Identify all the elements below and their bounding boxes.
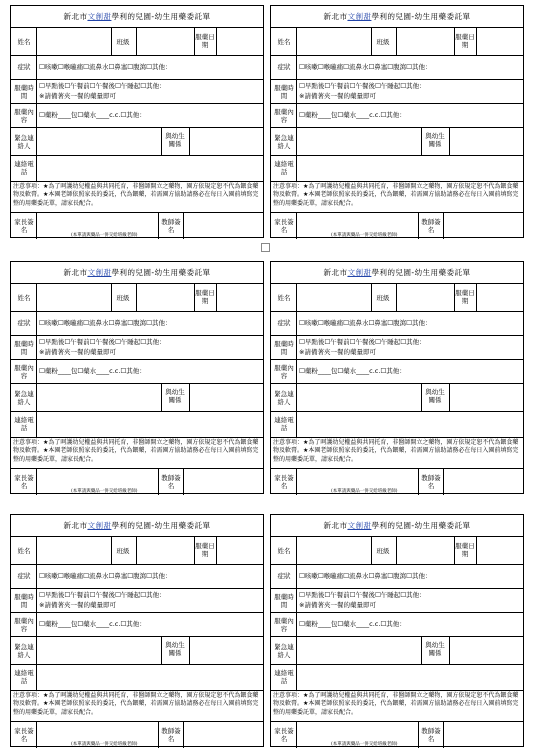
title-highlight: 文創甜 [87,521,112,530]
row-divider [271,55,523,56]
class-label: 班級 [116,547,130,555]
col-line [476,28,477,56]
parent-signature-label: 家長簽名 [274,474,294,490]
row-divider [11,55,263,56]
row-divider [11,664,263,665]
contact-label: 緊急連絡人 [14,390,34,406]
row-divider [11,311,263,312]
title-suffix: 學利的兒園-幼生用藥委託單 [111,268,211,277]
phone-label: 連絡電話 [14,416,34,432]
class-label: 班級 [116,294,130,302]
time-label: 服藥時間 [14,593,34,609]
name-label: 姓名 [277,294,291,302]
label-column-line [36,722,37,748]
row-divider [11,588,263,589]
relation-label: 與幼生關係 [425,132,445,148]
col-line [183,722,184,748]
content-label: 服藥內容 [14,364,34,380]
date-label: 服藥日期 [455,542,475,558]
col-line [396,28,397,56]
title-suffix: 學利的兒園-幼生用藥委託單 [371,521,471,530]
row-divider [11,564,263,565]
time-note: ※請備著夾一餐的藥量即可 [299,601,376,609]
row-divider [271,564,523,565]
time-note: ※請備著夾一餐的藥量即可 [39,348,116,356]
col-line [216,537,217,565]
row-divider [271,155,523,156]
notes-text: 注意事項：★為了呵護幼兒權益與共同托育，非醫師開立之藥物，園方依規定恕不代為餵食藥物及軟膏。★本園老師依照家長的委託，代為餵藥，若需園方協助請務必在每日入園前填寫完整的用藥委託單，請家長配合。 [13,692,259,716]
row-divider [271,588,523,589]
symptom-options: ☐咳嗽☐喉嚨痛☐流鼻水☐鼻塞☐腹瀉☐其他： [39,572,172,580]
date-label: 服藥日期 [195,289,215,305]
row-divider [271,311,523,312]
phone-label: 連絡電話 [274,669,294,685]
title-prefix: 新北市 [323,12,348,21]
row-divider [271,411,523,412]
col-line [158,722,159,748]
relation-label: 與幼生關係 [425,388,445,404]
contact-label: 緊急連絡人 [274,134,294,150]
row-divider [11,212,263,213]
row-divider [271,636,523,637]
col-line [158,469,159,495]
row-divider [271,468,523,469]
row-divider [11,335,263,336]
title-prefix: 新北市 [63,268,88,277]
date-label: 服藥日期 [455,33,475,49]
name-label: 姓名 [17,547,31,555]
row-divider [271,335,523,336]
row-divider [11,127,263,128]
form-title [271,6,523,28]
footnote: (本單請與藥品一併交給班級老師) [71,489,138,494]
title-suffix: 學利的兒園-幼生用藥委託單 [371,268,471,277]
col-line [161,128,162,156]
content-label: 服藥內容 [274,364,294,380]
date-label: 服藥日期 [455,289,475,305]
teacher-signature-label: 教師簽名 [161,727,181,743]
content-label: 服藥內容 [274,617,294,633]
medication-form [270,5,524,238]
row-divider [271,383,523,384]
row-divider [11,27,263,28]
row-divider [11,411,263,412]
parent-signature-label: 家長簽名 [14,218,34,234]
form-title [11,6,263,28]
col-line [449,128,450,156]
col-line [418,213,419,239]
content-options: ☐藥粉____包☐藥水____c.c.☐其他： [39,111,146,119]
col-line [418,469,419,495]
teacher-signature-label: 教師簽名 [421,474,441,490]
row-divider [11,612,263,613]
title-suffix: 學利的兒園-幼生用藥委託單 [371,12,471,21]
form-title [11,515,263,537]
title-suffix: 學利的兒園-幼生用藥委託單 [111,521,211,530]
footnote: (本單請與藥品一併交給班級老師) [71,233,138,238]
title-highlight: 文創甜 [87,12,112,21]
teacher-signature-label: 教師簽名 [421,218,441,234]
relation-label: 與幼生關係 [425,641,445,657]
col-line [476,284,477,312]
title-highlight: 文創甜 [347,268,372,277]
time-options: ☐早點後☐午餐前☐午餐後☐午睡起☐其他： [39,591,166,599]
symptom-label: 症狀 [277,572,291,580]
col-line [418,722,419,748]
title-prefix: 新北市 [323,268,348,277]
form-title [11,262,263,284]
content-label: 服藥內容 [14,617,34,633]
contact-label: 緊急連絡人 [274,390,294,406]
medication-form [270,261,524,494]
row-divider [271,127,523,128]
time-label: 服藥時間 [14,84,34,100]
time-options: ☐早點後☐午餐前☐午餐後☐午睡起☐其他： [299,591,426,599]
notes-text: 注意事項：★為了呵護幼兒權益與共同托育，非醫師開立之藥物，園方依規定恕不代為餵食藥物及軟膏。★本園老師依照家長的委託，代為餵藥，若需園方協助請務必在每日入園前填寫完整的用藥委託單，請家長配合。 [273,439,519,463]
row-divider [271,27,523,28]
row-divider [271,721,523,722]
symptom-label: 症狀 [17,319,31,327]
col-line [421,384,422,412]
teacher-signature-label: 教師簽名 [421,727,441,743]
label-column-line [296,469,297,495]
col-line [189,128,190,156]
col-line [396,284,397,312]
symptom-options: ☐咳嗽☐喉嚨痛☐流鼻水☐鼻塞☐腹瀉☐其他： [299,63,432,71]
medication-form [10,514,264,747]
content-options: ☐藥粉____包☐藥水____c.c.☐其他： [299,620,406,628]
phone-label: 連絡電話 [274,160,294,176]
label-column-line [36,469,37,495]
parent-signature-label: 家長簽名 [14,474,34,490]
contact-label: 緊急連絡人 [274,643,294,659]
title-suffix: 學利的兒園-幼生用藥委託單 [111,12,211,21]
footnote: (本單請與藥品一併交給班級老師) [331,489,398,494]
symptom-label: 症狀 [17,572,31,580]
form-title [271,262,523,284]
class-label: 班級 [116,38,130,46]
teacher-signature-label: 教師簽名 [161,474,181,490]
col-line [443,722,444,748]
symptom-options: ☐咳嗽☐喉嚨痛☐流鼻水☐鼻塞☐腹瀉☐其他： [39,319,172,327]
phone-label: 連絡電話 [14,669,34,685]
row-divider [271,536,523,537]
time-note: ※請備著夾一餐的藥量即可 [299,92,376,100]
time-note: ※請備著夾一餐的藥量即可 [39,601,116,609]
content-options: ☐藥粉____包☐藥水____c.c.☐其他： [39,620,146,628]
relation-label: 與幼生關係 [165,388,185,404]
row-divider [271,664,523,665]
footnote: (本單請與藥品一併交給班級老師) [331,233,398,238]
content-options: ☐藥粉____包☐藥水____c.c.☐其他： [299,367,406,375]
relation-label: 與幼生關係 [165,132,185,148]
time-options: ☐早點後☐午餐前☐午餐後☐午睡起☐其他： [39,338,166,346]
col-line [189,384,190,412]
col-line [443,469,444,495]
row-divider [271,283,523,284]
col-line [158,213,159,239]
time-options: ☐早點後☐午餐前☐午餐後☐午睡起☐其他： [299,82,426,90]
contact-label: 緊急連絡人 [14,134,34,150]
notes-text: 注意事項：★為了呵護幼兒權益與共同托育，非醫師開立之藥物，園方依規定恕不代為餵食藥物及軟膏。★本園老師依照家長的委託，代為餵藥，若需園方協助請務必在每日入園前填寫完整的用藥委託單，請家長配合。 [273,692,519,716]
col-line [183,213,184,239]
row-divider [11,103,263,104]
col-line [449,384,450,412]
content-options: ☐藥粉____包☐藥水____c.c.☐其他： [299,111,406,119]
form-title [271,515,523,537]
name-label: 姓名 [277,38,291,46]
col-line [136,284,137,312]
col-line [449,637,450,665]
time-note: ※請備著夾一餐的藥量即可 [299,348,376,356]
medication-form [10,5,264,238]
row-divider [271,612,523,613]
col-line [421,128,422,156]
col-line [183,469,184,495]
title-prefix: 新北市 [323,521,348,530]
row-divider [271,212,523,213]
page-break-mark [261,243,270,252]
content-options: ☐藥粉____包☐藥水____c.c.☐其他： [39,367,146,375]
contact-label: 緊急連絡人 [14,643,34,659]
label-column-line [36,213,37,239]
col-line [189,637,190,665]
row-divider [271,359,523,360]
class-label: 班級 [376,547,390,555]
time-note: ※請備著夾一餐的藥量即可 [39,92,116,100]
col-line [161,384,162,412]
date-label: 服藥日期 [195,542,215,558]
phone-label: 連絡電話 [14,160,34,176]
notes-text: 注意事項：★為了呵護幼兒權益與共同托育，非醫師開立之藥物，園方依規定恕不代為餵食藥物及軟膏。★本園老師依照家長的委託，代為餵藥，若需園方協助請務必在每日入園前填寫完整的用藥委託單，請家長配合。 [273,183,519,207]
class-label: 班級 [376,38,390,46]
name-label: 姓名 [277,547,291,555]
time-label: 服藥時間 [274,340,294,356]
row-divider [11,155,263,156]
content-label: 服藥內容 [274,108,294,124]
name-label: 姓名 [17,294,31,302]
title-prefix: 新北市 [63,12,88,21]
col-line [216,284,217,312]
parent-signature-label: 家長簽名 [274,727,294,743]
col-line [136,28,137,56]
row-divider [11,636,263,637]
notes-text: 注意事項：★為了呵護幼兒權益與共同托育，非醫師開立之藥物，園方依規定恕不代為餵食藥物及軟膏。★本園老師依照家長的委託，代為餵藥，若需園方協助請務必在每日入園前填寫完整的用藥委託單，請家長配合。 [13,439,259,463]
notes-text: 注意事項：★為了呵護幼兒權益與共同托育，非醫師開立之藥物，園方依規定恕不代為餵食藥物及軟膏。★本園老師依照家長的委託，代為餵藥，若需園方協助請務必在每日入園前填寫完整的用藥委託單，請家長配合。 [13,183,259,207]
parent-signature-label: 家長簽名 [274,218,294,234]
row-divider [11,468,263,469]
col-line [161,637,162,665]
relation-label: 與幼生關係 [165,641,185,657]
time-options: ☐早點後☐午餐前☐午餐後☐午睡起☐其他： [39,82,166,90]
footnote: (本單請與藥品一併交給班級老師) [331,742,398,747]
phone-label: 連絡電話 [274,416,294,432]
col-line [421,637,422,665]
symptom-options: ☐咳嗽☐喉嚨痛☐流鼻水☐鼻塞☐腹瀉☐其他： [299,572,432,580]
name-label: 姓名 [17,38,31,46]
row-divider [271,103,523,104]
row-divider [271,79,523,80]
col-line [396,537,397,565]
title-highlight: 文創甜 [347,12,372,21]
title-highlight: 文創甜 [87,268,112,277]
teacher-signature-label: 教師簽名 [161,218,181,234]
label-column-line [296,213,297,239]
row-divider [11,536,263,537]
symptom-label: 症狀 [277,63,291,71]
row-divider [11,383,263,384]
row-divider [11,79,263,80]
time-label: 服藥時間 [14,340,34,356]
col-line [443,213,444,239]
title-highlight: 文創甜 [347,521,372,530]
medication-form [270,514,524,747]
class-label: 班級 [376,294,390,302]
time-label: 服藥時間 [274,593,294,609]
footnote: (本單請與藥品一併交給班級老師) [71,742,138,747]
time-options: ☐早點後☐午餐前☐午餐後☐午睡起☐其他： [299,338,426,346]
symptom-options: ☐咳嗽☐喉嚨痛☐流鼻水☐鼻塞☐腹瀉☐其他： [299,319,432,327]
col-line [216,28,217,56]
col-line [136,537,137,565]
date-label: 服藥日期 [195,33,215,49]
col-line [476,537,477,565]
symptom-options: ☐咳嗽☐喉嚨痛☐流鼻水☐鼻塞☐腹瀉☐其他： [39,63,172,71]
parent-signature-label: 家長簽名 [14,727,34,743]
row-divider [11,721,263,722]
medication-form [10,261,264,494]
label-column-line [296,722,297,748]
content-label: 服藥內容 [14,108,34,124]
symptom-label: 症狀 [17,63,31,71]
row-divider [11,359,263,360]
symptom-label: 症狀 [277,319,291,327]
row-divider [11,283,263,284]
time-label: 服藥時間 [274,84,294,100]
title-prefix: 新北市 [63,521,88,530]
